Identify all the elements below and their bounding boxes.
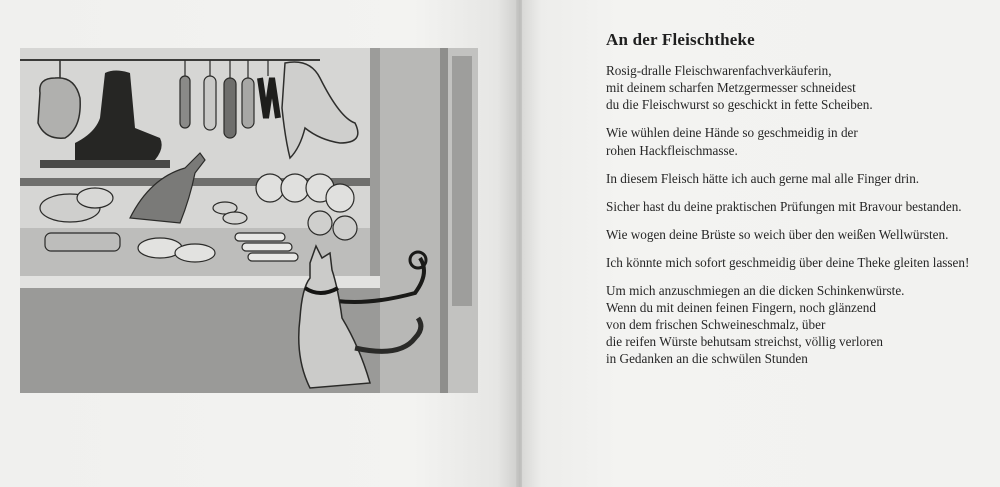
poem-stanza [606,226,996,243]
poem-line: Rosig-dralle Fleischwarenfachverkäuferin, [606,63,832,78]
butcher-shop-etching [20,48,478,393]
poem-stanza [606,62,996,114]
poem-line: Um mich anzuschmiegen an die dicken Schinkenwürste. [606,282,905,298]
poem-line: Wie wogen deine Brüste so weich über den weißen Wellwürsten. [606,226,949,242]
poem-line: in Gedanken an die schwülen Stunden [606,351,808,367]
poem-stanza [606,124,996,158]
poem-line: die reifen Würste behutsam streichst, völlig verloren [606,334,883,350]
poem-title: An der Fleischtheke [606,30,755,49]
poem-line: mit deinem scharfen Metzgermesser schneidest [606,80,856,96]
poem-stanza [606,282,996,368]
poem-stanza [606,170,996,187]
poem-line: du die Fleischwurst so geschickt in fette Scheiben. [606,97,873,113]
poem-stanza [606,254,996,271]
poem-line: Wie wühlen deine Hände so geschmeidig in der [606,125,858,141]
poem-line: Ich könnte mich sofort geschmeidig über deine Theke gleiten lassen! [606,254,970,270]
poem-line: von dem frischen Schweineschmalz, über [606,317,826,333]
poem-line: In diesem Fleisch hätte ich auch gerne mal alle Finger drin. [606,170,920,186]
poem-body [606,62,996,368]
poem-line: Wenn du mit deinen feinen Fingern, noch glänzend [606,299,876,315]
poem-line: Sicher hast du deine praktischen Prüfungen mit Bravour bestanden. [606,198,962,214]
poem-line: rohen Hackfleischmasse. [606,142,738,158]
poem [606,30,996,378]
poem-stanza [606,198,996,215]
